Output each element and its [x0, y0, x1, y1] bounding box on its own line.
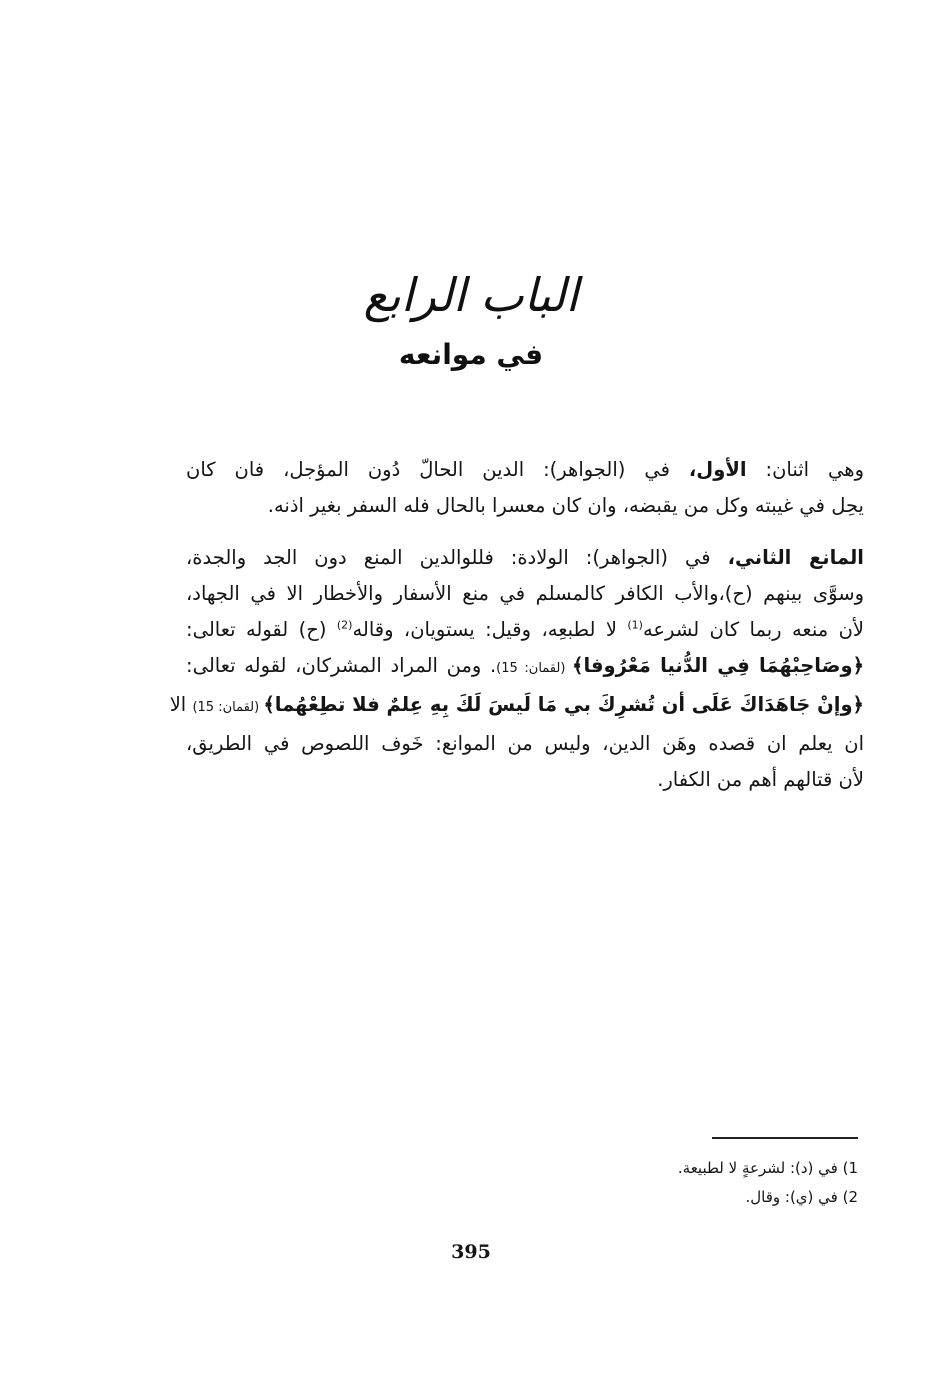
footnote-item: 2) في (ي): وقال. [745, 1188, 858, 1206]
footnotes [458, 1154, 858, 1212]
text-line [186, 648, 864, 687]
text-line: ان يعلم ان قصده وهَن الدين، وليس من الموانع: خَوف اللصوص في الطريق، [186, 732, 864, 755]
text-line: وسوَّى بينهم (ح)،والأب الكافر كالمسلم في منع الأسفار والأخطار الا في الجهاد، [186, 582, 864, 605]
quran-reference: (لقمان: 15) [496, 661, 573, 676]
text-line [186, 540, 864, 576]
paragraph-first-obstacle [186, 452, 864, 524]
footnote-marker: (1) [627, 618, 643, 632]
quran-quote: ﴿وصَاحِبْهُمَا فِي الدُّنيا مَعْرُوفا﴾ [572, 654, 864, 677]
text-span: . ومن المراد المشركان، لقوله تعالى: [186, 654, 497, 677]
text-span: في (الجواهر): الدين الحالّ دُون المؤجل، فان كان [186, 458, 689, 481]
paragraph-second-obstacle [169, 540, 865, 798]
bold-term: المانع الثاني، [727, 546, 864, 569]
text-line [186, 612, 864, 648]
footnote-divider [712, 1137, 858, 1139]
quran-reference: (لقمان: 15) [192, 700, 264, 715]
text-line [169, 687, 864, 726]
text-line: يحِل في غيبته وكل من يقبضه، وان كان معسرا بالحال فله السفر بغير اذنه. [267, 494, 864, 517]
main-text [169, 452, 865, 798]
chapter-subtitle: في موانعه [398, 338, 544, 371]
text-span: وهي اثنان: [746, 458, 864, 481]
footnote-marker: (2) [336, 618, 353, 632]
text-span: الا [169, 693, 193, 716]
text-span: في (الجواهر): الولادة: فللوالدين المنع دون الجد والجدة، [186, 546, 728, 569]
text-span: لأن منعه ربما كان لشرعه [642, 618, 865, 641]
footnote-item: 1) في (د): لشرعةٍ لا لطبيعة. [677, 1159, 858, 1177]
text-line [186, 452, 864, 488]
quran-quote: ﴿وإنْ جَاهَدَاكَ عَلَى أن تُشرِكَ بي مَا لَيسَ لَكَ بِهِ عِلمٌ فلا تطِعْهُما﴾ [263, 693, 864, 716]
bold-term: الأول، [688, 458, 747, 481]
text-span: (ح) لقوله تعالى: [186, 618, 337, 641]
text-line: لأن قتالهم أهم من الكفار. [657, 768, 864, 791]
text-span: لا لطبعِه، وقيل: يستويان، وقاله [352, 618, 628, 641]
page-number: 395 [451, 1241, 491, 1263]
chapter-title: الباب الرابع [363, 268, 579, 322]
